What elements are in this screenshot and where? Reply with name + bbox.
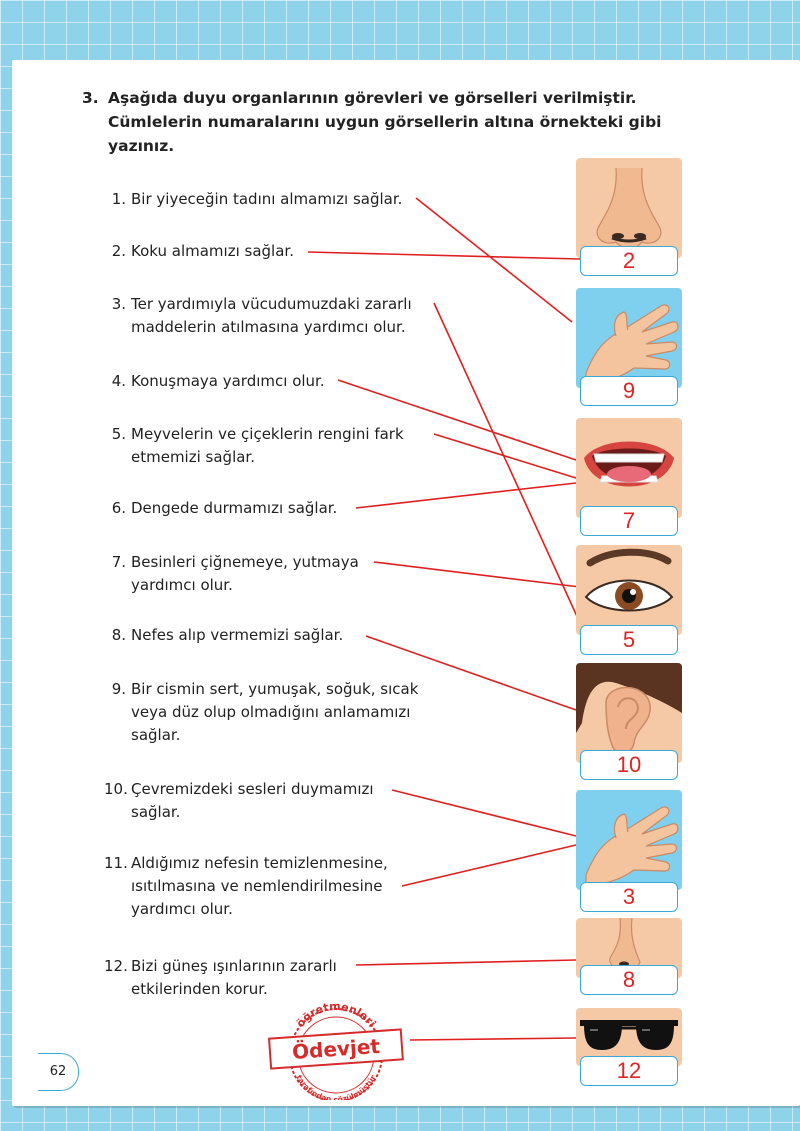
hand-icon: [576, 790, 682, 890]
item-number: 2.: [111, 242, 126, 260]
item-text: Ter yardımıyla vücudumuzdaki zararlı maddelerin atılmasına yardımcı olur.: [131, 295, 412, 336]
item-text: Koku almamızı sağlar.: [131, 242, 294, 260]
ear-icon: [576, 663, 682, 763]
answer-box[interactable]: 3: [580, 882, 678, 912]
question-number: 3.: [82, 89, 99, 107]
mouth-icon: [576, 418, 682, 518]
item-number: 10.: [104, 780, 128, 798]
answer-box[interactable]: 12: [580, 1056, 678, 1086]
hand-icon: [576, 288, 682, 388]
item-text: Bir yiyeceğin tadını almamızı sağlar.: [131, 190, 403, 208]
match-line: [434, 303, 580, 623]
match-line: [402, 845, 576, 886]
match-line: [374, 562, 580, 587]
item-text: Meyvelerin ve çiçeklerin rengini fark etmemizi sağlar.: [131, 425, 404, 466]
item-number: 9.: [111, 680, 126, 698]
match-line: [410, 1038, 576, 1040]
item-number: 1.: [111, 190, 126, 208]
stamp-main-text: Ödevjet: [291, 1033, 381, 1065]
answer-box[interactable]: 10: [580, 750, 678, 780]
item-text: Nefes alıp vermemizi sağlar.: [131, 626, 344, 644]
answer-box[interactable]: 7: [580, 506, 678, 536]
match-line: [366, 636, 576, 710]
answer-box[interactable]: 2: [580, 246, 678, 276]
match-line: [356, 960, 576, 965]
item-text: Dengede durmamızı sağlar.: [131, 499, 338, 517]
stamp-bottom-text: tarafından çözülmüştür: [294, 1073, 378, 1100]
question-text: Aşağıda duyu organlarının görevleri ve görselleri verilmiştir. Cümlelerin numaralarını uygun görsellerin altına örnekteki gibi yazınız.: [108, 89, 662, 155]
item-text: Çevremizdeki sesleri duymamızı sağlar.: [131, 780, 374, 821]
item-number: 8.: [111, 626, 126, 644]
answer-box[interactable]: 9: [580, 376, 678, 406]
item-text: Konuşmaya yardımcı olur.: [131, 372, 325, 390]
item-number: 11.: [104, 854, 128, 872]
match-line: [356, 483, 576, 508]
item-text: Bir cismin sert, yumuşak, soğuk, sıcak veya düz olup olmadığını anlamamızı sağlar.: [131, 680, 419, 744]
item-text: Besinleri çiğnemeye, yutmaya yardımcı olur.: [131, 553, 359, 594]
item-number: 3.: [111, 295, 126, 313]
stamp-top-text: öğretmenleri: [293, 1000, 379, 1030]
match-line: [416, 198, 572, 322]
eye-icon: [576, 545, 682, 635]
item-number: 4.: [111, 372, 126, 390]
item-text: Aldığımız nefesin temizlenmesine, ısıtılmasına ve nemlendirilmesine yardımcı olur.: [131, 854, 388, 918]
answer-box[interactable]: 5: [580, 625, 678, 655]
item-number: 6.: [111, 499, 126, 517]
match-line: [308, 252, 580, 259]
match-line: [338, 380, 576, 460]
page-number: 62: [38, 1053, 79, 1091]
nose-icon: [576, 158, 682, 258]
match-line: [392, 790, 576, 836]
stamp: [266, 1000, 406, 1100]
match-line: [434, 434, 576, 478]
item-text: Bizi güneş ışınlarının zararlı etkilerinden korur.: [131, 957, 337, 998]
answer-box[interactable]: 8: [580, 965, 678, 995]
item-number: 7.: [111, 553, 126, 571]
item-number: 12.: [104, 957, 128, 975]
item-number: 5.: [111, 425, 126, 443]
